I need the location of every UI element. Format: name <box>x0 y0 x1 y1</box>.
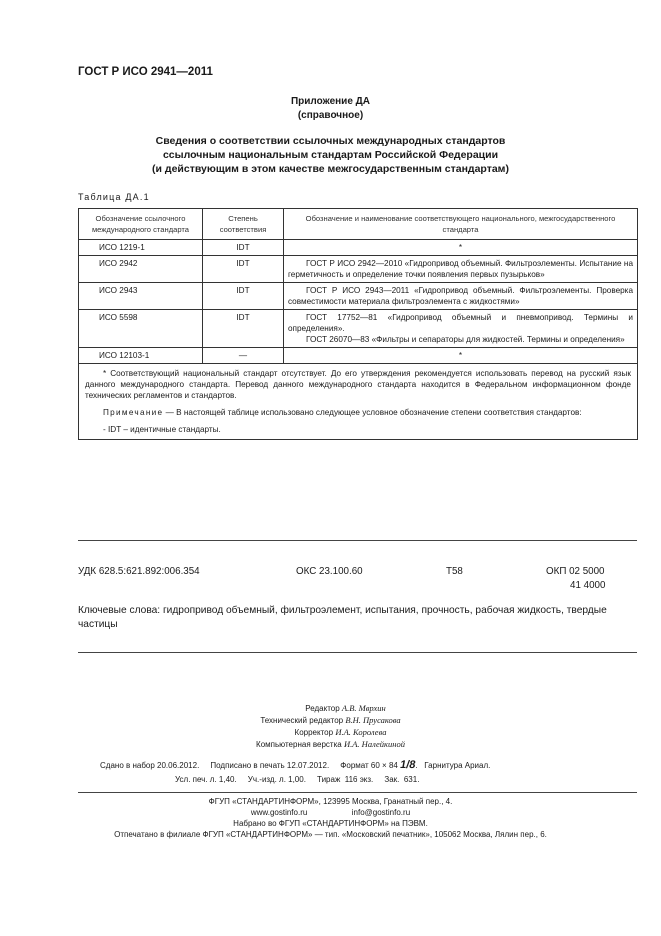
print-info-end: . Гарнитура Ариал. <box>415 761 491 770</box>
table-row <box>79 240 638 256</box>
layout-line <box>0 739 661 751</box>
standard-code: ИСО 2942 <box>79 256 203 283</box>
table-row <box>79 283 638 310</box>
column-header-international: Обозначение ссылочного международного стандарта <box>79 209 203 240</box>
standards-table <box>78 208 638 440</box>
table-caption: Таблица ДА.1 <box>78 192 150 202</box>
okp-code-2: 41 4000 <box>570 580 606 591</box>
national-standard-cell <box>284 256 638 283</box>
standard-code: ИСО 2943 <box>79 283 203 310</box>
annex-subtitle: (справочное) <box>297 110 364 121</box>
table-row <box>79 256 638 283</box>
column-header-national: Обозначение и наименование соответствующего национального, межгосударственного стандарта <box>284 209 638 240</box>
t-code: Т58 <box>446 566 463 577</box>
okp-code: ОКП 02 5000 <box>546 566 605 577</box>
note <box>85 407 631 418</box>
national-standard-cell <box>284 283 638 310</box>
tech-editor-label: Технический редактор <box>260 716 344 725</box>
degree-cell: IDT <box>203 256 284 283</box>
tech-editor-name: В.Н. Прусакова <box>345 715 401 725</box>
editor-line <box>0 703 661 715</box>
document-code: ГОСТ Р ИСО 2941—2011 <box>78 66 213 78</box>
udk-code: УДК 628.5:621.892:006.354 <box>78 566 200 577</box>
national-standard-text: ГОСТ 17752—81 «Гидропривод объемный и пневмопривод. Термины и определения». <box>288 313 633 333</box>
annex-heading <box>0 134 661 176</box>
degree-cell: IDT <box>203 310 284 348</box>
standard-code: ИСО 12103-1 <box>79 348 203 364</box>
table-footer-row <box>79 364 638 440</box>
keywords: Ключевые слова: гидропривод объемный, фильтроэлемент, испытания, прочность, рабочая жидкость, твердые частицы <box>78 605 607 630</box>
layout-name: И.А. Налейкиной <box>343 739 405 749</box>
degree-cell: IDT <box>203 283 284 310</box>
standard-code: ИСО 5598 <box>79 310 203 348</box>
editor-label: Редактор <box>305 704 340 713</box>
table-row <box>79 310 638 348</box>
annex-title: Приложение ДА <box>290 96 371 107</box>
publisher-printed: Отпечатано в филиале ФГУП «СТАНДАРТИНФОРМ» — тип. «Московский печатник», 105062 Москва, Лялин пер., 6. <box>114 830 547 839</box>
national-standard-cell <box>284 310 638 348</box>
column-header-degree: Степень соответствия <box>203 209 284 240</box>
corrector-name: И.А. Королева <box>335 727 387 737</box>
note-item: - IDT – идентичные стандарты. <box>103 425 221 434</box>
print-info-line-1 <box>100 760 490 772</box>
national-standard-text: ГОСТ 26070—83 «Фильтры и сепараторы для жидкостей. Термины и определения» <box>306 335 625 344</box>
note-label: Примечание <box>103 408 164 417</box>
print-info-text: Сдано в набор 20.06.2012. Подписано в печать 12.07.2012. Формат 60 × 84 <box>100 761 398 770</box>
divider <box>78 540 637 541</box>
table-notes <box>79 364 638 440</box>
divider <box>78 652 637 653</box>
standard-code: ИСО 1219-1 <box>79 240 203 256</box>
publisher-line: ФГУП «СТАНДАРТИНФОРМ», 123995 Москва, Гранатный пер., 4. <box>208 797 453 806</box>
divider <box>78 792 637 793</box>
layout-label: Компьютерная верстка <box>256 740 342 749</box>
degree-cell: IDT <box>203 240 284 256</box>
table-row <box>79 348 638 364</box>
oks-code: ОКС 23.100.60 <box>296 566 363 577</box>
editor-name: А.В. Мврхин <box>341 703 386 713</box>
national-standard-text: ГОСТ Р ИСО 2942—2010 «Гидропривод объемный. Фильтроэлементы. Испытание на герметичность и определение точки появления первых пузырьков» <box>288 259 633 279</box>
note-text: — В настоящей таблице использовано следующее условное обозначение степени соответствия стандартов: <box>163 408 582 417</box>
publisher-typeset: Набрано во ФГУП «СТАНДАРТИНФОРМ» на ПЭВМ. <box>233 819 428 828</box>
tech-editor-line <box>0 715 661 727</box>
corrector-line <box>0 727 661 739</box>
national-standard-cell: * <box>284 348 638 364</box>
national-standard-text: ГОСТ Р ИСО 2943—2011 «Гидропривод объемный. Фильтроэлементы. Проверка совместимости материала фильтроэлемента с жидкостями» <box>288 286 633 306</box>
format-fraction: 1/8 <box>399 759 417 771</box>
table-header-row <box>79 209 638 240</box>
corrector-label: Корректор <box>294 728 334 737</box>
footnote: * Соответствующий национальный стандарт отсутствует. До его утверждения рекомендуется использовать перевод на русский язык данного международного стандарта. Перевод данного международного стандарта находится в Федеральном информационном фонде технических регламентов и стандартов. <box>85 369 631 400</box>
national-standard-cell: * <box>284 240 638 256</box>
annex-heading-line: (и действующим в этом качестве межгосударственным стандартам) <box>152 163 509 175</box>
annex-heading-line: ссылочным национальным стандартам Российской Федерации <box>162 149 499 161</box>
annex-heading-line: Сведения о соответствии ссылочных международных стандартов <box>155 135 506 147</box>
publisher-web: www.gostinfo.ru info@gostinfo.ru <box>250 808 411 817</box>
degree-cell: — <box>203 348 284 364</box>
print-info-line-2: Усл. печ. л. 1,40. Уч.-изд. л. 1,00. Тираж 116 экз. Зак. 631. <box>175 775 420 784</box>
